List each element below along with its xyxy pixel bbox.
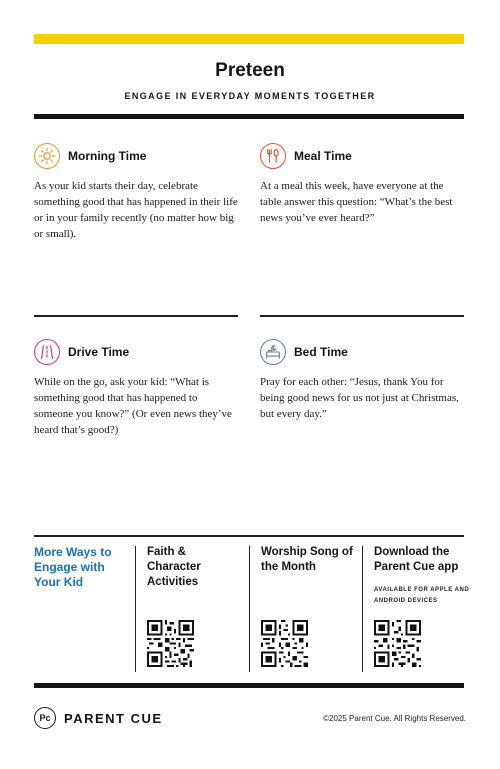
resource-title: Download the Parent Cue app (374, 546, 459, 573)
utensils-icon (260, 143, 286, 169)
section-divider (260, 315, 464, 317)
page-subtitle: ENGAGE IN EVERYDAY MOMENTS TOGETHER (124, 91, 376, 101)
card-text: While on the go, ask your kid: “What is something good that has happened to someone you know?” (Or even news they’ve heard that’s good?) (34, 376, 232, 436)
card-text: At a meal this week, have everyone at the table answer this question: “What’s the best news you’ve ever heard?” (260, 180, 453, 224)
card-title: Meal Time (294, 149, 352, 163)
card-drive-time (34, 338, 238, 438)
sun-icon (34, 143, 60, 169)
section-divider (34, 315, 238, 317)
qr-code-icon[interactable] (261, 620, 308, 667)
column-divider (362, 546, 363, 672)
top-accent-bar (34, 34, 464, 44)
card-meal-time (260, 142, 464, 226)
app-availability-note: AVAILABLE FOR APPLE AND ANDROID DEVICES (374, 587, 470, 604)
bed-icon (260, 339, 286, 365)
column-divider (135, 546, 136, 672)
resources-divider (34, 535, 464, 537)
brand-name: PARENT CUE (64, 710, 163, 726)
card-text: As your kid starts their day, celebrate something good that has happened in their life or in your family recently (no matter how big or small). (34, 180, 238, 240)
qr-code-icon[interactable] (147, 620, 194, 667)
card-text: Pray for each other: “Jesus, thank You for being good news for us not just at Christmas, but every day.” (260, 376, 459, 420)
footer-divider (34, 683, 464, 688)
resource-title: Worship Song of the Month (261, 546, 353, 573)
copyright-text: ©2025 Parent Cue. All Rights Reserved. (323, 714, 466, 723)
road-icon (34, 339, 60, 365)
resources-heading: More Ways to Engage with Your Kid (34, 545, 112, 589)
qr-code-icon[interactable] (374, 620, 421, 667)
column-divider (249, 546, 250, 672)
card-morning-time (34, 142, 238, 242)
card-title: Drive Time (68, 345, 130, 359)
header-divider (34, 114, 464, 119)
logo-mark-icon: Pc (34, 707, 56, 729)
page-title: Preteen (215, 60, 285, 81)
card-title: Bed Time (294, 345, 348, 359)
card-title: Morning Time (68, 149, 147, 163)
parent-cue-logo (34, 707, 163, 729)
card-bed-time (260, 338, 464, 422)
resource-title: Faith & Character Activities (147, 546, 201, 588)
